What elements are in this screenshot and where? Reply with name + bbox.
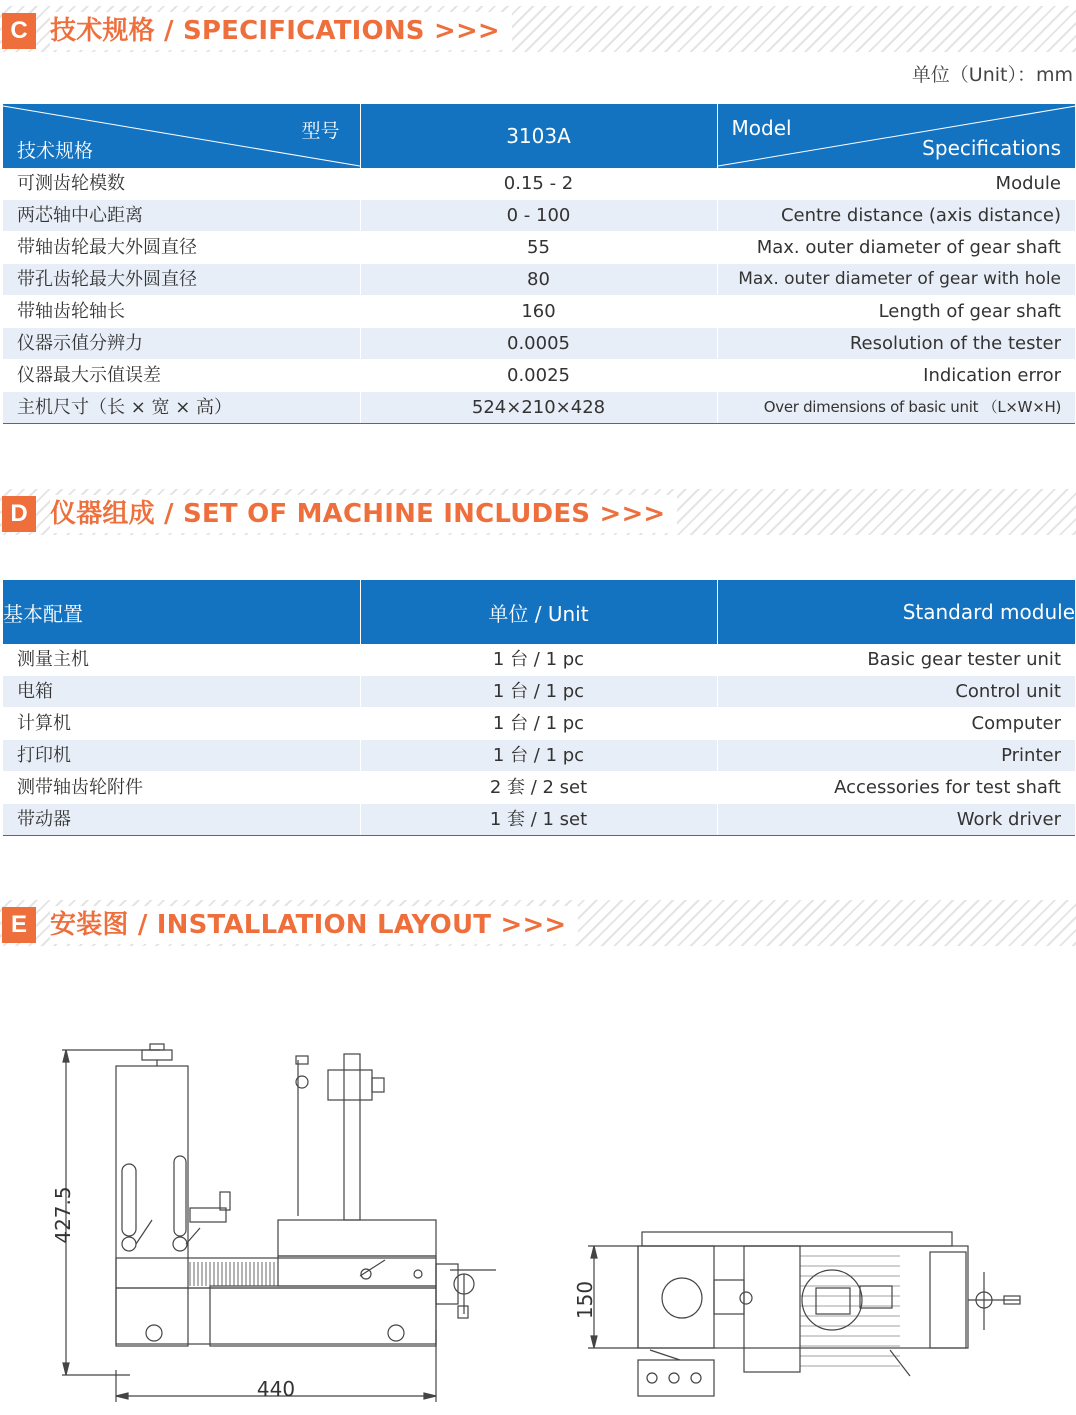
height-dimension-label: 427.5 bbox=[51, 1186, 75, 1244]
spec-header-diagonal-cell bbox=[3, 104, 360, 168]
table-row bbox=[3, 296, 1075, 328]
machine-set-table bbox=[3, 580, 1075, 836]
row-cn: 电箱 bbox=[3, 676, 360, 708]
header-model-en: Model bbox=[731, 116, 792, 140]
specifications-table bbox=[3, 104, 1075, 424]
section-c-header bbox=[0, 6, 1076, 52]
table-row bbox=[3, 200, 1075, 232]
width-dimension-label: 150 bbox=[573, 1280, 597, 1320]
row-cn: 带动器 bbox=[3, 804, 360, 836]
row-cn: 计算机 bbox=[3, 708, 360, 740]
spec-header-diagonal-cell-en bbox=[717, 104, 1075, 168]
table-row bbox=[3, 708, 1075, 740]
row-cn: 仪器最大示值误差 bbox=[3, 360, 360, 392]
row-en: Basic gear tester unit bbox=[717, 644, 1075, 676]
row-value: 55 bbox=[360, 232, 717, 264]
section-e-badge: E bbox=[2, 907, 36, 943]
row-en: Indication error bbox=[717, 360, 1075, 392]
row-cn: 测量主机 bbox=[3, 644, 360, 676]
unit-note: 单位（Unit）：mm bbox=[911, 64, 1073, 86]
table-row bbox=[3, 168, 1075, 200]
row-value: 0.0025 bbox=[360, 360, 717, 392]
row-qty: 1 套 / 1 set bbox=[360, 804, 717, 836]
table-row bbox=[3, 264, 1075, 296]
row-value: 0.0005 bbox=[360, 328, 717, 360]
table-row bbox=[3, 676, 1075, 708]
table-row bbox=[3, 232, 1075, 264]
row-cn: 打印机 bbox=[3, 740, 360, 772]
row-cn: 两芯轴中心距离 bbox=[3, 200, 360, 232]
row-qty: 1 台 / 1 pc bbox=[360, 644, 717, 676]
length-dimension-label: 440 bbox=[256, 1377, 296, 1401]
section-c-title: 技术规格 / SPECIFICATIONS >>> bbox=[50, 12, 512, 50]
row-en: Over dimensions of basic unit （L×W×H) bbox=[717, 392, 1075, 424]
table-row bbox=[3, 772, 1075, 804]
row-cn: 带轴齿轮最大外圆直径 bbox=[3, 232, 360, 264]
row-cn: 主机尺寸（长 × 宽 × 高） bbox=[3, 392, 360, 424]
header-model-cn: 型号 bbox=[301, 120, 340, 142]
table-row bbox=[3, 328, 1075, 360]
row-value: 160 bbox=[360, 296, 717, 328]
row-cn: 测带轴齿轮附件 bbox=[3, 772, 360, 804]
row-en: Printer bbox=[717, 740, 1075, 772]
header-model-value: 3103A bbox=[360, 104, 717, 168]
row-en: Max. outer diameter of gear with hole bbox=[717, 264, 1075, 296]
top-view-drawing bbox=[570, 1200, 1030, 1400]
row-en: Resolution of the tester bbox=[717, 328, 1075, 360]
row-qty: 2 套 / 2 set bbox=[360, 772, 717, 804]
row-en: Max. outer diameter of gear shaft bbox=[717, 232, 1075, 264]
row-cn: 带孔齿轮最大外圆直径 bbox=[3, 264, 360, 296]
set-header-cn: 基本配置 bbox=[3, 580, 360, 644]
set-header-unit: 单位 / Unit bbox=[360, 580, 717, 644]
row-en: Accessories for test shaft bbox=[717, 772, 1075, 804]
row-qty: 1 台 / 1 pc bbox=[360, 676, 717, 708]
row-en: Computer bbox=[717, 708, 1075, 740]
header-spec-cn: 技术规格 bbox=[17, 140, 94, 162]
row-value: 0.15 - 2 bbox=[360, 168, 717, 200]
row-qty: 1 台 / 1 pc bbox=[360, 740, 717, 772]
table-row bbox=[3, 360, 1075, 392]
header-spec-en: Specifications bbox=[922, 136, 1061, 160]
row-value: 524×210×428 bbox=[360, 392, 717, 424]
row-value: 0 - 100 bbox=[360, 200, 717, 232]
table-row bbox=[3, 644, 1075, 676]
row-cn: 可测齿轮模数 bbox=[3, 168, 360, 200]
front-view-drawing bbox=[40, 1030, 520, 1410]
section-e-header bbox=[0, 900, 1076, 946]
section-d-badge: D bbox=[2, 496, 36, 532]
row-cn: 仪器示值分辨力 bbox=[3, 328, 360, 360]
row-en: Control unit bbox=[717, 676, 1075, 708]
section-d-header bbox=[0, 489, 1076, 535]
row-en: Module bbox=[717, 168, 1075, 200]
row-cn: 带轴齿轮轴长 bbox=[3, 296, 360, 328]
row-value: 80 bbox=[360, 264, 717, 296]
section-e-title: 安装图 / INSTALLATION LAYOUT >>> bbox=[50, 906, 578, 944]
row-en: Work driver bbox=[717, 804, 1075, 836]
table-row bbox=[3, 740, 1075, 772]
table-row bbox=[3, 804, 1075, 836]
row-en: Length of gear shaft bbox=[717, 296, 1075, 328]
row-qty: 1 台 / 1 pc bbox=[360, 708, 717, 740]
section-d-title: 仪器组成 / SET OF MACHINE INCLUDES >>> bbox=[50, 495, 677, 533]
section-c-badge: C bbox=[2, 13, 36, 49]
row-en: Centre distance (axis distance) bbox=[717, 200, 1075, 232]
table-row bbox=[3, 392, 1075, 424]
set-header-en: Standard module bbox=[717, 580, 1075, 644]
